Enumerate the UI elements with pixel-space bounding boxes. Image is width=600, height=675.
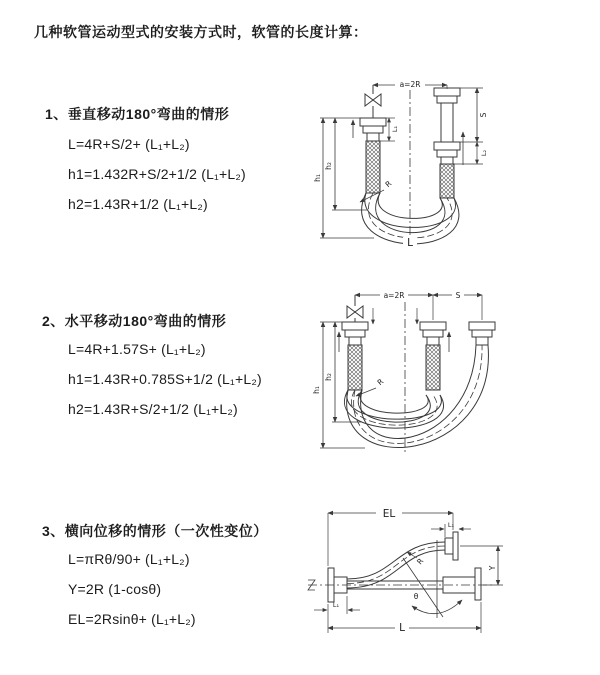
formula-line: h2=1.43R+1/2 (L₁+L₂)	[68, 196, 208, 212]
formula-line: L=4R+1.57S+ (L₁+L₂)	[68, 341, 206, 357]
right-flange-displaced	[445, 532, 458, 560]
formula-line: EL=2Rsinθ+ (L₁+L₂)	[68, 611, 196, 627]
diagram-3-linework	[308, 513, 503, 633]
dim-label-l1: L₁	[391, 125, 399, 133]
dim-label-l1-bottom: L₁	[332, 601, 340, 609]
page-title: 几种软管运动型式的安装方式时，软管的长度计算：	[34, 24, 368, 40]
dim-label-s: S	[479, 112, 488, 118]
dim-label-el: EL	[382, 508, 396, 520]
dim-label-r: R	[414, 556, 426, 567]
section-3-heading: 3、横向位移的情形（一次性变位）	[42, 523, 268, 539]
left-flange	[360, 118, 386, 141]
braided-hose-middle	[426, 345, 440, 390]
formula-line: L=πRθ/90+ (L₁+L₂)	[68, 551, 190, 567]
middle-flange	[420, 322, 446, 345]
formula-line: h1=1.43R+0.785S+1/2 (L₁+L₂)	[68, 371, 262, 387]
dim-label-theta: θ	[413, 592, 419, 601]
dim-label-h1: h₁	[313, 174, 322, 182]
valve-icon	[347, 295, 363, 322]
section-1-heading: 1、垂直移动180°弯曲的情形	[45, 106, 230, 122]
diagram-2-linework	[320, 295, 495, 454]
valve-icon	[365, 85, 381, 118]
braided-hose-right	[440, 164, 454, 198]
dim-label-l: L	[407, 237, 413, 249]
diagram-3-labels	[333, 506, 497, 634]
formula-line: Y=2R (1-cosθ)	[68, 581, 162, 597]
formula-line: h1=1.432R+S/2+1/2 (L₁+L₂)	[68, 166, 246, 182]
dim-label-h2: h₂	[324, 162, 333, 170]
diagram-horizontal-180-bend	[310, 282, 522, 477]
dim-label-s: S	[455, 291, 461, 300]
u-bend-hose	[344, 390, 443, 428]
dim-label-l2: L₂	[480, 149, 488, 157]
dim-label-l1-top: L₁	[447, 521, 455, 529]
dim-label-y: Y	[488, 565, 497, 571]
section-2-heading: 2、水平移动180°弯曲的情形	[42, 313, 227, 329]
formula-line: L=4R+S/2+ (L₁+L₂)	[68, 136, 190, 152]
radius-leader	[407, 552, 417, 558]
formula-line: h2=1.43R+S/2+1/2 (L₁+L₂)	[68, 401, 238, 417]
braided-hose-left	[348, 345, 362, 390]
dim-label-l: L	[399, 622, 405, 634]
dim-label-r: R	[375, 376, 386, 388]
right-flange-stack	[434, 88, 460, 164]
dim-label-a2r: a=2R	[399, 80, 421, 89]
diagram-lateral-displacement	[300, 500, 510, 660]
u-bend-hose-displaced	[347, 345, 489, 448]
diagram-vertical-180-bend	[312, 70, 522, 265]
left-flange	[342, 322, 368, 345]
right-flange	[469, 322, 495, 345]
diagram-1-linework	[320, 85, 483, 244]
right-flange-original	[443, 568, 481, 600]
dim-label-a2r: a=2R	[383, 291, 405, 300]
braided-hose-left	[366, 141, 380, 193]
dim-label-h1: h₁	[312, 386, 321, 394]
dim-label-h2: h₂	[324, 373, 333, 381]
dim-label-r: R	[383, 178, 394, 190]
